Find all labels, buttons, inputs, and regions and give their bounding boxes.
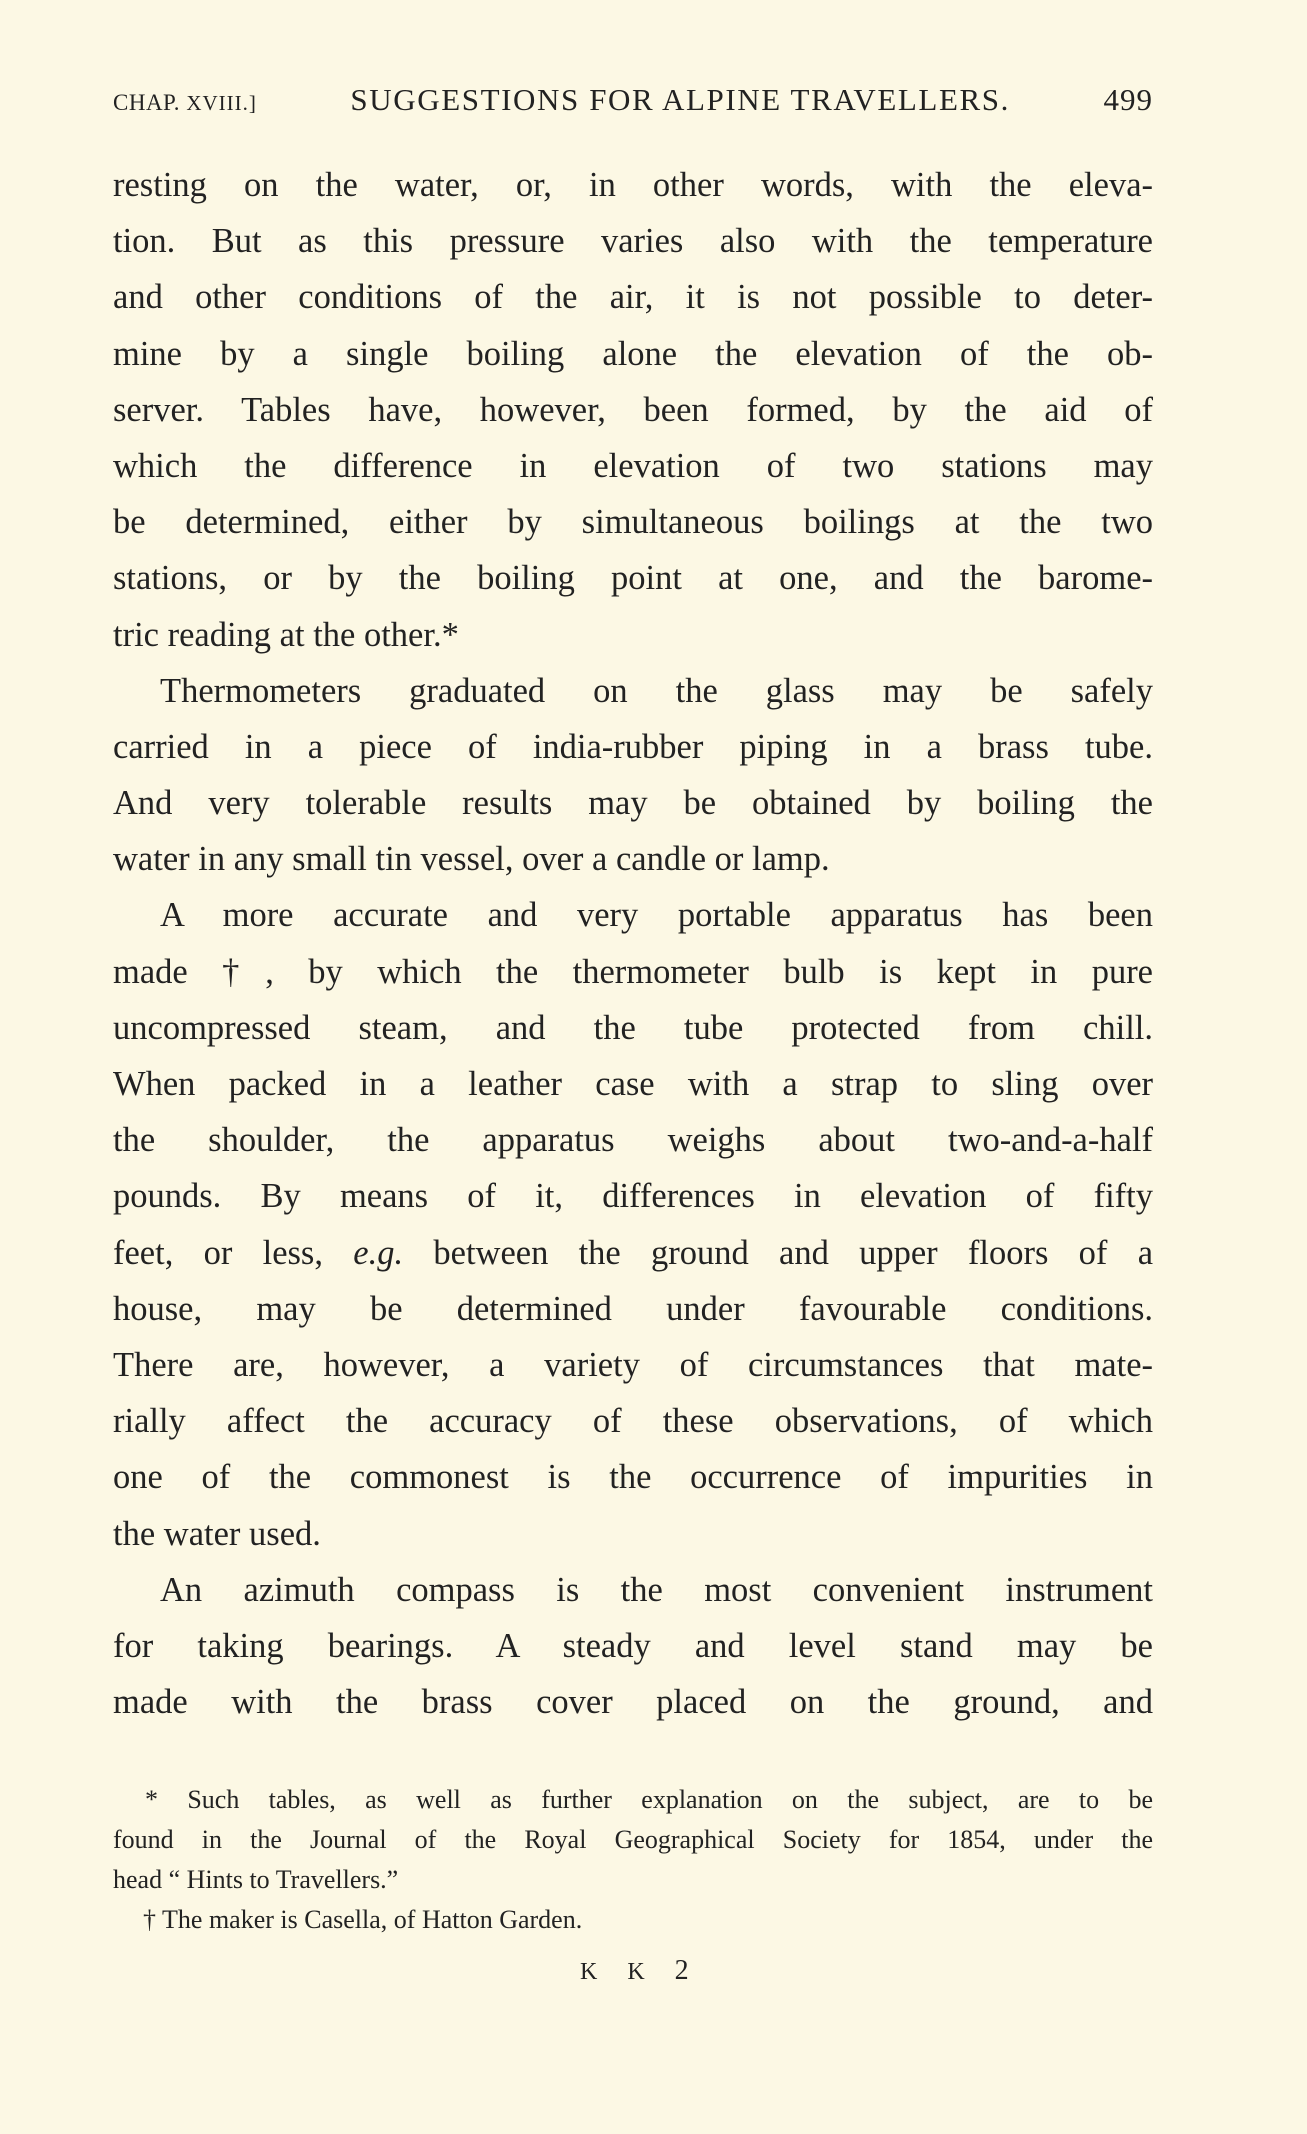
- text-line: water in any small tin vessel, over a candle or lamp.: [113, 840, 830, 879]
- text-line: Thermometers graduated on the glass may be safely: [160, 671, 1153, 710]
- text-line: A more accurate and very portable apparatus has been: [160, 896, 1153, 935]
- text-segment: between the ground and upper floors of a: [433, 1233, 1154, 1272]
- text-line: which the difference in elevation of two stations may: [113, 446, 1153, 485]
- text-line: server. Tables have, however, been formed, by the aid of: [113, 390, 1153, 429]
- text-line: rially affect the accuracy of these observations, of which: [113, 1402, 1153, 1441]
- text-line: pounds. By means of it, differences in elevation of fifty: [113, 1177, 1153, 1216]
- text-line: made †, by which the thermometer bulb is kept in pure: [113, 952, 1153, 991]
- text-line: and other conditions of the air, it is not possible to deter-: [113, 278, 1153, 317]
- text-line: for taking bearings. A steady and level stand may be: [113, 1626, 1153, 1665]
- text-line: stations, or by the boiling point at one, and the barome-: [113, 559, 1153, 598]
- printer-signature-mark: [580, 1955, 689, 1987]
- running-title: SUGGESTIONS FOR ALPINE TRAVELLERS.: [350, 82, 1010, 117]
- chapter-number: XVIII.]: [186, 91, 257, 115]
- text-line: [113, 1225, 1153, 1281]
- text-line: be determined, either by simultaneous boilings at the two: [113, 503, 1153, 542]
- text-line: made with the brass cover placed on the ground, and: [113, 1683, 1153, 1722]
- text-line: An azimuth compass is the most convenient instrument: [160, 1570, 1153, 1609]
- text-line: one of the commonest is the occurrence of impurities in: [113, 1458, 1153, 1497]
- text-line: uncompressed steam, and the tube protected from chill.: [113, 1008, 1153, 1047]
- chapter-label: CHAP.: [113, 90, 181, 115]
- footnote-line: * Such tables, as well as further explanation on the subject, are to be: [145, 1785, 1153, 1814]
- footnote-line: head “ Hints to Travellers.”: [113, 1865, 399, 1894]
- text-line: the shoulder, the apparatus weighs about two-and-a-half: [113, 1121, 1153, 1160]
- footnote-line: found in the Journal of the Royal Geographical Society for 1854, under the: [113, 1825, 1153, 1854]
- italic-abbreviation: e.g.: [353, 1233, 404, 1272]
- text-line: And very tolerable results may be obtained by boiling the: [113, 784, 1153, 823]
- signature-number: 2: [674, 1955, 689, 1986]
- page-number: 499: [1103, 82, 1153, 117]
- footnotes: [113, 1780, 1153, 1940]
- chapter-reference: [113, 90, 257, 116]
- text-line: carried in a piece of india-rubber piping in a brass tube.: [113, 727, 1153, 766]
- text-line: tric reading at the other.*: [113, 615, 459, 654]
- text-line: resting on the water, or, in other words, with the eleva-: [113, 166, 1153, 204]
- text-line: house, may be determined under favourable conditions.: [113, 1289, 1153, 1328]
- footnote-line: † The maker is Casella, of Hatton Garden.: [143, 1905, 583, 1934]
- text-line: There are, however, a variety of circumstances that mate-: [113, 1345, 1153, 1384]
- running-head: [113, 82, 1153, 118]
- text-line: the water used.: [113, 1514, 321, 1553]
- signature-letters: K K: [580, 1959, 657, 1985]
- text-segment: feet, or less,: [113, 1233, 323, 1272]
- text-line: mine by a single boiling alone the elevation of the ob-: [113, 334, 1153, 373]
- text-line: tion. But as this pressure varies also with the temperature: [113, 222, 1153, 261]
- body-text: [113, 157, 1153, 1730]
- text-line: When packed in a leather case with a strap to sling over: [113, 1065, 1153, 1103]
